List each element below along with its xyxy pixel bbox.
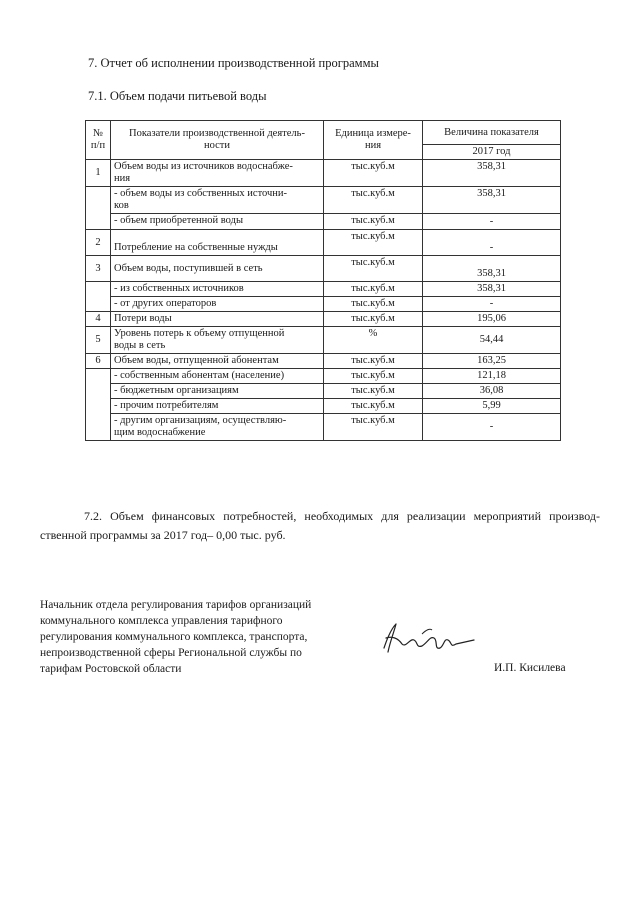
header-indicator: Показатели производственной деятель- ности: [111, 121, 324, 160]
handwritten-signature: [378, 618, 478, 658]
signature-line: регулирования коммунального комплекса, транспорта,: [40, 631, 308, 643]
section-heading: 7. Отчет об исполнении производственной программы: [88, 56, 379, 70]
signer-name: И.П. Кисилева: [494, 662, 566, 674]
header-num: № п/п: [86, 121, 111, 160]
table-row: - объем воды из собственных источни- ков тыс.куб.м 358,31: [86, 187, 561, 214]
table-row: - другим организациям, осуществляю- щим водоснабжение тыс.куб.м -: [86, 414, 561, 441]
signature-line: Начальник отдела регулирования тарифов организаций: [40, 599, 312, 611]
table-row: - прочим потребителям тыс.куб.м 5,99: [86, 399, 561, 414]
table-row: - бюджетным организациям тыс.куб.м 36,08: [86, 384, 561, 399]
signature-block: [40, 597, 360, 677]
table-row: 1 Объем воды из источников водоснабже- ния тыс.куб.м 358,31: [86, 160, 561, 187]
subsection-heading: 7.1. Объем подачи питьевой воды: [88, 89, 267, 103]
table-row: 3 Объем воды, поступившей в сеть тыс.куб.м 358,31: [86, 256, 561, 282]
signature-line: непроизводственной сферы Региональной службы по: [40, 647, 302, 659]
header-year: 2017 год: [423, 145, 561, 160]
table-row: 4 Потери воды тыс.куб.м 195,06: [86, 312, 561, 327]
financial-needs-paragraph: 7.2. Объем финансовых потребностей, необходимых для реализации мероприятий производ-ственной программы за 2017 год– 0,00 тыс. руб.: [40, 509, 600, 542]
table-row: - от других операторов тыс.куб.м -: [86, 297, 561, 312]
table-row: 2 Потребление на собственные нужды тыс.куб.м -: [86, 230, 561, 256]
header-unit: Единица измере- ния: [324, 121, 423, 160]
table-row: - из собственных источников тыс.куб.м 358,31: [86, 282, 561, 297]
table-row: - собственным абонентам (население) тыс.куб.м 121,18: [86, 369, 561, 384]
table-row: - объем приобретенной воды тыс.куб.м -: [86, 214, 561, 230]
header-value: Величина показателя: [423, 121, 561, 145]
table-row: 5 Уровень потерь к объему отпущенной воды в сеть % 54,44: [86, 327, 561, 354]
table-row: 6 Объем воды, отпущенной абонентам тыс.куб.м 163,25: [86, 354, 561, 369]
water-supply-table: [85, 120, 561, 441]
signature-line: коммунального комплекса управления тарифного: [40, 615, 283, 627]
signature-line: тарифам Ростовской области: [40, 663, 182, 675]
